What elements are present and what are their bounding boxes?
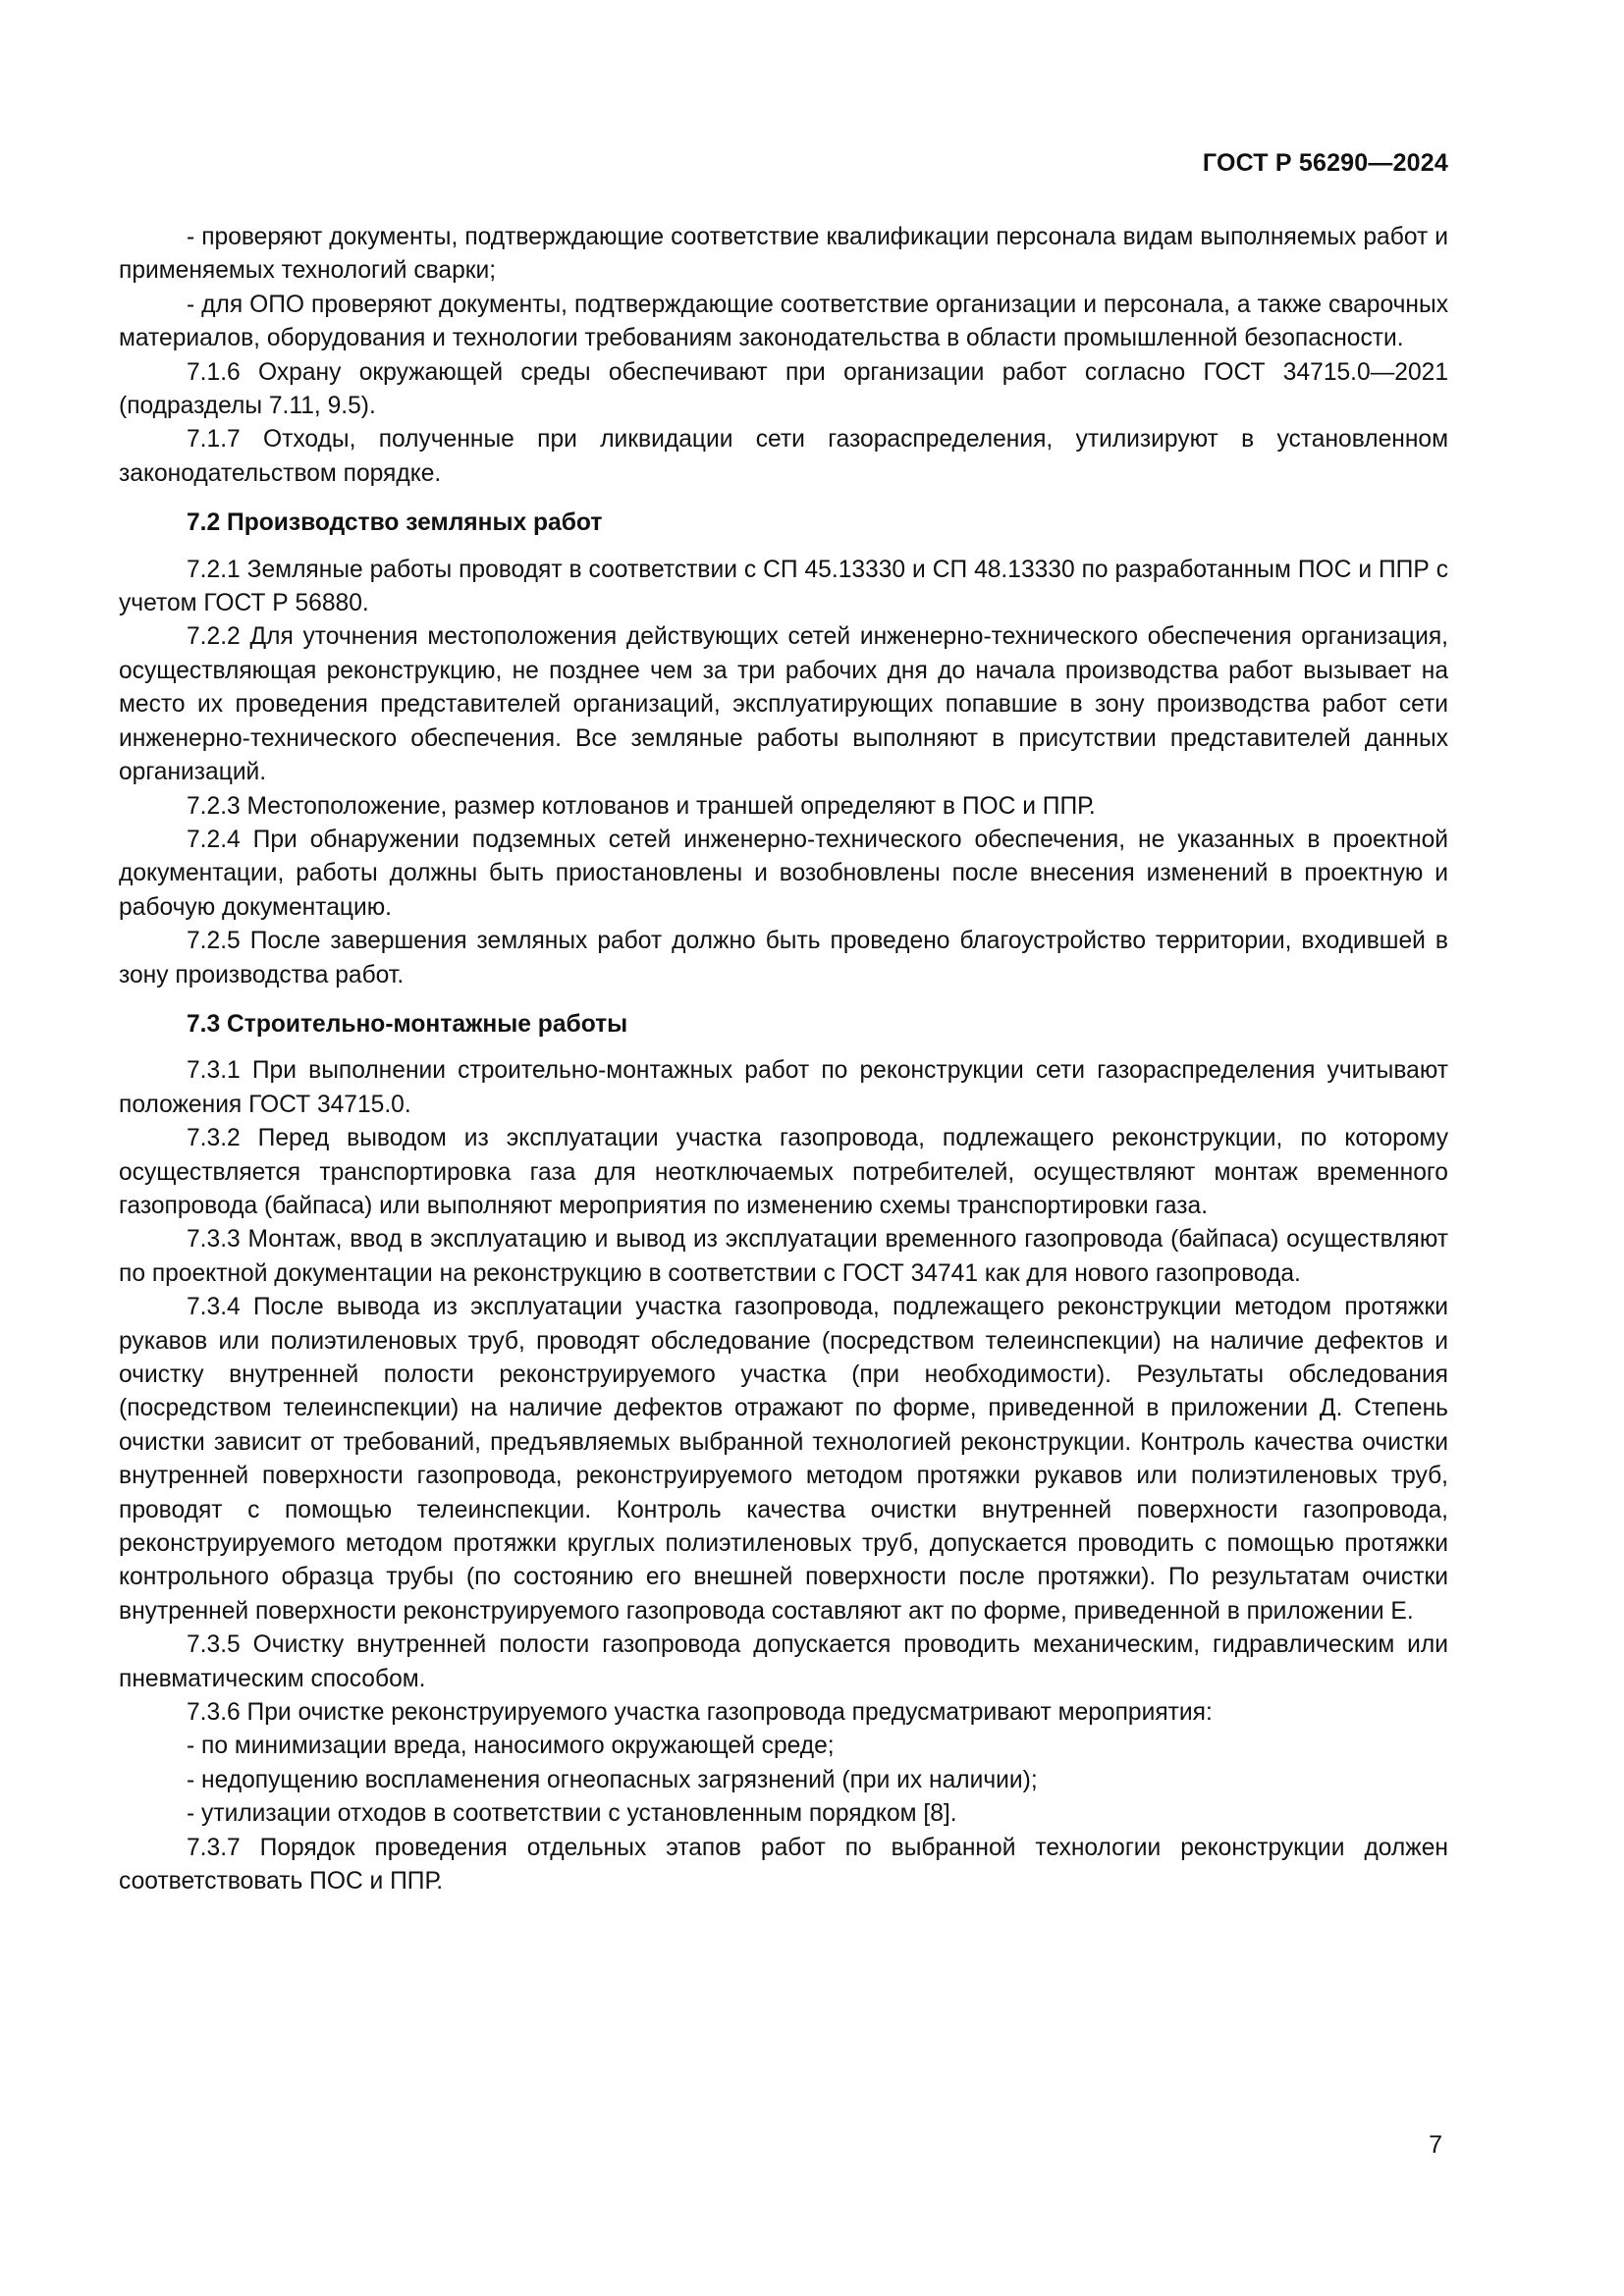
clause-paragraph: 7.2.1 Земляные работы проводят в соответствии с СП 45.13330 и СП 48.13330 по разработанным ПОС и ППР с учетом ГОСТ Р 56880. [119, 556, 1448, 617]
section-heading: 7.2 Производство земляных работ [187, 509, 603, 537]
section-heading: 7.3 Строительно-монтажные работы [187, 1010, 628, 1038]
clause-paragraph: 7.1.7 Отходы, полученные при ликвидации сети газораспределения, утилизируют в установленном законодательством порядке. [119, 426, 1448, 487]
document-body [119, 221, 1448, 1899]
list-item: - недопущению воспламенения огнеопасных загрязнений (при их наличии); [187, 1766, 1038, 1793]
clause-paragraph: 7.1.6 Охрану окружающей среды обеспечивают при организации работ согласно ГОСТ 34715.0—2021 (подразделы 7.11, 9.5). [119, 358, 1448, 420]
list-item: - для ОПО проверяют документы, подтверждающие соответствие организации и персонала, а также сварочных материалов, оборудования и технологии требованиям законодательства в области промышленной безопасности. [119, 291, 1448, 352]
clause-paragraph: 7.2.4 При обнаружении подземных сетей инженерно-технического обеспечения, не указанных в проектной документации, работы должны быть приостановлены и возобновлены после внесения изменений в проектную и рабочую документацию. [119, 826, 1448, 921]
list-item: - утилизации отходов в соответствии с установленным порядком [8]. [187, 1800, 957, 1828]
clause-paragraph: 7.2.2 Для уточнения местоположения действующих сетей инженерно-технического обеспечения организация, осуществляющая реконструкцию, не позднее чем за три рабочих дня до начала производства работ вызывает на место их проведения представителей организаций, эксплуатирующих попавшие в зону производства работ сети инженерно-технического обеспечения. Все земляные работы выполняют в присутствии представителей данных организаций. [119, 623, 1448, 786]
clause-paragraph: 7.3.7 Порядок проведения отдельных этапов работ по выбранной технологии реконструкции должен соответствовать ПОС и ППР. [119, 1834, 1448, 1896]
list-item: - проверяют документы, подтверждающие соответствие квалификации персонала видам выполняемых работ и применяемых технологий сварки; [119, 224, 1448, 285]
clause-paragraph: 7.3.2 Перед выводом из эксплуатации участка газопровода, подлежащего реконструкции, по которому осуществляется транспортировка газа для неотключаемых потребителей, осуществляют монтаж временного газопровода (байпаса) или выполняют мероприятия по изменению схемы транспортировки газа. [119, 1125, 1448, 1219]
clause-paragraph: 7.3.5 Очистку внутренней полости газопровода допускается проводить механическим, гидравлическим или пневматическим способом. [119, 1631, 1448, 1692]
clause-paragraph: 7.3.6 При очистке реконструируемого участка газопровода предусматривают мероприятия: [187, 1699, 1213, 1727]
clause-paragraph: 7.3.4 После вывода из эксплуатации участка газопровода, подлежащего реконструкции методом протяжки рукавов или полиэтиленовых труб, проводят обследование (посредством телеинспекции) на наличие дефектов и очистку внутренней полости реконструируемого участка (при необходимости). Результаты обследования (посредством телеинспекции) на наличие дефектов отражают по форме, приведенной в приложении Д. Степень очистки зависит от требований, предъявляемых выбранной технологией реконструкции. Контроль качества очистки внутренней поверхности газопровода, реконструируемого методом протяжки рукавов или полиэтиленовых труб, проводят с помощью телеинспекции. Контроль качества очистки внутренней поверхности газопровода, реконструируемого методом протяжки круглых полиэтиленовых труб, допускается проводить с помощью протяжки контрольного образца трубы (по состоянию его внешней поверхности после протяжки). По результатам очистки внутренней поверхности реконструируемого газопровода составляют акт по форме, приведенной в приложении Е. [119, 1294, 1448, 1625]
page-number: 7 [1429, 2131, 1442, 2159]
clause-paragraph: 7.2.3 Местоположение, размер котлованов и траншей определяют в ПОС и ППР. [187, 792, 1096, 820]
clause-paragraph: 7.3.3 Монтаж, ввод в эксплуатацию и вывод из эксплуатации временного газопровода (байпаса) осуществляют по проектной документации на реконструкцию в соответствии с ГОСТ 34741 как для нового газопровода. [119, 1226, 1448, 1287]
clause-paragraph: 7.2.5 После завершения земляных работ должно быть проведено благоустройство территории, входившей в зону производства работ. [119, 928, 1448, 988]
document-header: ГОСТ Р 56290—2024 [1202, 149, 1448, 177]
list-item: - по минимизации вреда, наносимого окружающей среде; [187, 1733, 835, 1760]
clause-paragraph: 7.3.1 При выполнении строительно-монтажных работ по реконструкции сети газораспределения учитывают положения ГОСТ 34715.0. [119, 1057, 1448, 1118]
